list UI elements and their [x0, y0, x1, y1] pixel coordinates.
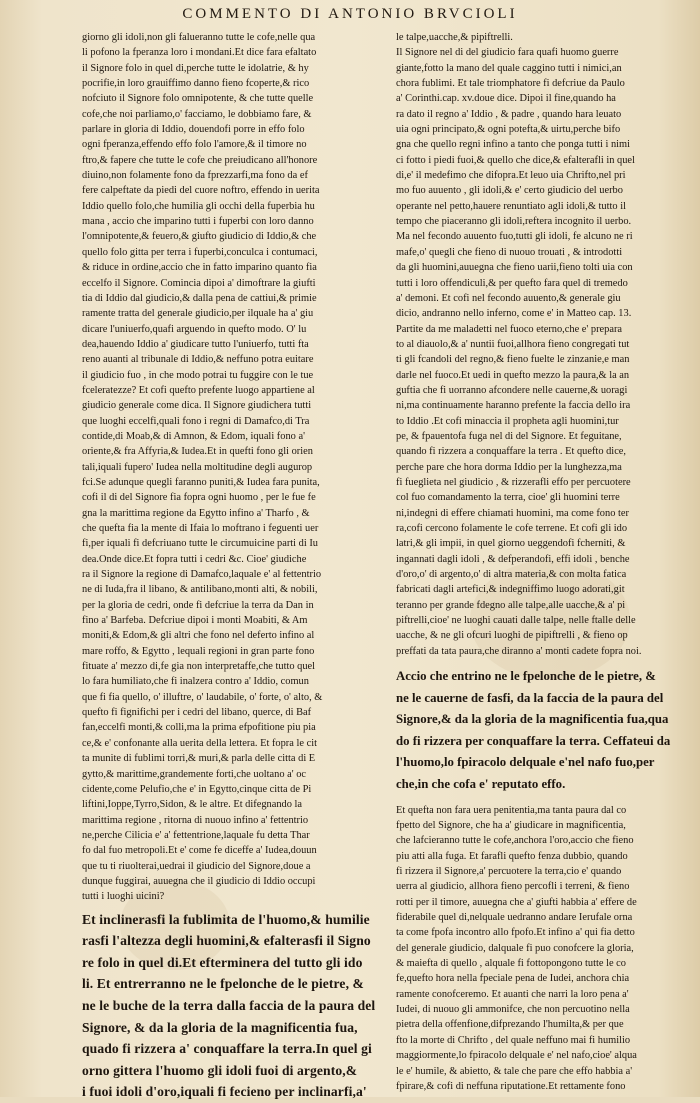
text-line: l'omnipotente,& feuero,& giufto giudicio di Iddio,& che: [82, 231, 317, 243]
text-line: re folo in quel di.Et efterminera del tutto gli ido: [82, 954, 363, 970]
text-line: ne,perche Cilicia e' a' fettentrione,laquale fu detta Thar: [82, 829, 310, 841]
text-line: fituate a' mezzo di,fe gia non interpretaffe,che tutto quel: [82, 661, 316, 673]
text-line: cofe,che noi parliamo,o' facciamo, le dobbiamo fare, &: [82, 108, 312, 120]
text-line: tutti i loro offendiculi,& per quefto fara quel di tremedo: [396, 277, 628, 289]
text-line: le e' humile, & abietto, & tale che pare che effo habbia a': [396, 1065, 633, 1077]
text-line: & maiefta di quello , alquale fi fottopongono tutte le co: [396, 958, 626, 970]
text-line: mare roffo, & Egytto , lequali regioni in gran parte fono: [82, 645, 315, 657]
scripture-lemma: [396, 666, 688, 796]
text-line: fto la morte di Chrifto , del quale neffuno mai fi humilio: [396, 1034, 631, 1046]
text-line: to Iddio .Et cofi minaccia il propheta agli huomini,tur: [396, 415, 619, 427]
text-line: teranno per grande fdegno alle talpe,alle uacche,& a' pi: [396, 599, 626, 611]
text-line: quado fi rizzera a' conquaffare la terra.In quel gi: [82, 1041, 372, 1057]
text-line: mana , accio che imparino tutti i fuperbi con loro danno: [82, 216, 314, 228]
text-line: fi,per iquali fi defcriuano tutte le circumuicine parti di Iu: [82, 538, 319, 550]
text-line: piftrelli,cioe' ne luoghi cauati dalle talpe, nelle ftalle delle: [396, 615, 636, 627]
text-line: preffati da tata paura,che diranno a' monti cadete fopra noi.: [396, 645, 642, 657]
text-line: i fuoi idoli d'oro,iquali fi fecieno per inclinarfi,a': [82, 1084, 367, 1100]
text-line: contide,di Moab,& di Amnon, & Edom, iquali fono a': [82, 430, 305, 442]
text-line: ne di Iuda,fra il libano, & antilibano,monti alti, & nobili,: [82, 584, 318, 596]
text-line: perche pare che hora dorma Iddio per la lunghezza,ma: [396, 461, 622, 473]
text-line: piu atti alla fuga. Et farafli quefto fenza dubbio, quando: [396, 850, 628, 862]
text-line: tia di Iddio dal giudicio,& dalla pena de cattiui,& primie: [82, 292, 317, 304]
text-line: cidente,come Pelufio,che e' in Egytto,cinque citta de Pi: [82, 783, 312, 795]
text-line: da gli huomini,auuegna che fieno uarii,fieno tolti uia con: [396, 262, 633, 274]
text-line: ra il Signore la regione di Damafco,laquale e' al fettentrio: [82, 569, 322, 581]
text-line: l'huomo,lo fpiracolo delquale e'nel nafo fuo,per: [396, 755, 655, 770]
commentary-text: [82, 30, 382, 905]
text-line: fe,quefto hora nella fpeciale pena de Iudei, anchora chia: [396, 973, 630, 985]
text-line: il Signore folo in quel di,perche tutte le idolatrie, & hy: [82, 62, 309, 74]
text-line: fere calpeftate da piedi del cuore noftro, effendo in uerita: [82, 185, 320, 197]
text-line: giorno gli idoli,non gli falueranno tutte le cofe,nelle qua: [82, 32, 316, 43]
text-line: ogni fperanza,effendo effo folo l'amore,& il timore no: [82, 139, 307, 151]
text-line: & riduce in ordine,accio che in fatto imparino quanto fia: [82, 262, 317, 274]
text-line: operante nel petto,hauere renuntiato agli idoli,& tutto il: [396, 200, 626, 212]
text-line: quando fi rizzera a conquaffare la terra . Et quefto dice,: [396, 446, 627, 458]
text-line: ramente conofceremo. Et auanti che narri la loro pena a': [396, 988, 629, 1000]
text-line: Accio che entrino ne le fpelonche de le pietre, &: [396, 669, 656, 684]
text-line: fo dal fuo metropoli.Et e' come fe diceffe a' Iudea,douun: [82, 845, 317, 857]
text-line: ta come fpofa incontro allo fpofo.Et infino a' qui fia detto: [396, 927, 635, 939]
text-line: que fi fia quello, o' illuftre, o' laudabile, o' forte, o' alto, &: [82, 691, 323, 703]
text-line: d'oro,o' di argento,o' di altra materia,& con molta fatica: [396, 569, 627, 581]
text-line: che lafcieranno tutte le cofe,anchora l'oro,accio che fieno: [396, 835, 634, 847]
text-line: rotti per il timore, auuegna che a' giufti habbia a' effere de: [396, 896, 637, 908]
text-line: marittima regione , ritorna di nuouo infino a' fettentrio: [82, 814, 309, 826]
text-line: rasfi l'altezza degli huomini,& efalterasfi il Signo: [82, 933, 371, 949]
text-line: fabricati dagli artefici,& indegniffimo luogo adorati,git: [396, 584, 625, 596]
spacer: [396, 659, 688, 666]
text-line: fi fueglieta nel giudicio , & rizzerafli effo per percuotere: [396, 476, 631, 488]
text-line: che quefta fia la mente di Ifaia lo moftrano i feguenti uer: [82, 523, 319, 534]
text-line: gna che quello regni infino a tanto che ponga tutti i nimi: [396, 139, 631, 151]
text-line: ne le cauerne de fasfi, da la faccia de la paura del: [396, 690, 664, 705]
text-line: ni,ma continuamente haranno prefente la faccia dello ira: [396, 400, 631, 412]
text-line: a' Corinthi.cap. xv.doue dice. Dipoi il fine,quando ha: [396, 93, 616, 105]
text-line: li pofono la fperanza loro i mondani.Et dice fara efaltato: [82, 47, 317, 59]
text-line: dea.Onde dice.Et fopra tutti i cedri &c. Cioe' giudiche: [82, 553, 307, 565]
text-line: giudicio generale come dica. Il Signore giudichera tutti: [82, 400, 312, 412]
text-line: uia ogni principato,& ogni potefta,& uirtu,perche bifo: [396, 124, 621, 136]
text-line: fceleratezze? Et cofi quefto prefente luogo appartiene al: [82, 384, 315, 396]
text-line: lo fara humiliato,che fi inalzera contro a' Iddio, comun: [82, 676, 309, 688]
text-line: ramente tratta del generale giudicio,per ilquale ha a' giu: [82, 308, 314, 320]
text-line: dicio, andranno nello inferno, come e' in Matteo cap. 13.: [396, 308, 632, 320]
text-line: mafe,o' quegli che fieno di nuouo trouati , & introdotti: [396, 246, 623, 258]
text-line: ftro,& fapere che tutte le cofe che preiudicano all'honore: [82, 154, 318, 166]
text-line: Signore,& da la gloria de la magnificentia fua,qua: [396, 712, 669, 727]
text-line: dicare l'uniuerfo,quafi arguendo in quefto modo. O' lu: [82, 323, 307, 335]
text-line: di,e' il medefimo che difopra.Et leuo uia Chrifto,nel pri: [396, 170, 626, 182]
text-line: giante,fotto la mano del quale caggino tutti i nimici,an: [396, 62, 622, 74]
text-line: col fuo comandamento la terra, cioe' gli huomini terre: [396, 492, 620, 504]
text-line: Et inclinerasfi la fublimita de l'huomo,& humilie: [82, 911, 370, 927]
text-line: nofciuto il Signore folo omnipotente, & che tutte quelle: [82, 93, 314, 105]
text-line: quefto fi fignifichi per i cedri del libano, querce, di Baf: [82, 707, 312, 719]
text-line: Et quefta non fara uera penitentia,ma tanta paura dal co: [396, 804, 627, 816]
text-line: pocrifie,in loro grauiffimo danno fieno fcoperte,& rico: [82, 78, 310, 90]
text-line: orno gittera l'huomo gli idoli fuoi di argento,&: [82, 1062, 358, 1078]
text-line: moniti,& Edom,& gli altri che fono nel deferto infino al: [82, 630, 315, 642]
text-line: fi rizzera il Signore,a' percuotere la terra,cio e' quando: [396, 866, 622, 878]
text-line: il giudicio fuo , in che modo potrai tu fuggire con le tue: [82, 369, 314, 381]
text-line: gna la marittima regione da Egytto infino a' Tharfo , &: [82, 507, 310, 519]
commentary-text: [396, 30, 688, 659]
text-line: ingannati dagli idoli , & defperandofi, effi idoli , benche: [396, 553, 630, 565]
text-line: a' demoni. Et cofi nel fecondo auuento,& generale giu: [396, 292, 621, 304]
text-line: ci fotto i piedi fuoi,& quello che dice,& efalterafli in quel: [396, 154, 635, 166]
text-line: darle nel fuoco.Et uedi in quefto mezzo la paura,& la an: [396, 369, 630, 381]
commentary-text: [396, 803, 688, 1095]
text-line: maggiormente,lo fpiracolo delquale e' nel nafo,cioe' alqua: [396, 1050, 637, 1062]
text-line: Il Signore nel di del giudicio fara quafi huomo guerre: [396, 47, 619, 59]
text-line: latri,& gli impii, in quel giorno ueggendofi fcherniti, &: [396, 538, 626, 550]
text-line: cofi il di del Signore fia fopra ogni huomo , per le fue fe: [82, 492, 316, 504]
text-line: Partite da me maladetti nel fuoco eterno,che e' prepara: [396, 323, 623, 335]
text-line: tali,iquali fupero' Iudea nella moltitudine degli augurop: [82, 461, 313, 473]
text-line: tempo che piaceranno gli idoli,reftera incognito il uerbo.: [396, 216, 632, 228]
text-line: uerra al giudicio, allhora fieno percofli i terreni, & fieno: [396, 881, 630, 893]
text-line: quello folo gitta per terra i fuperbi,conculca i contumaci,: [82, 246, 318, 258]
text-line: dea,hauendo Iddio a' giudicare tutto l'uniuerfo, tutti fta: [82, 338, 309, 350]
text-line: per la gloria de cedri, onde fi defcriue la terra da Dan in: [82, 599, 314, 611]
text-line: parlare in gloria di Iddio, douendofi porre in effo folo: [82, 124, 305, 136]
text-line: dunque fuggirai, auuegna che il giudicio di Iddio occupi: [82, 875, 316, 887]
text-line: Signore, & da la gloria de la magnificentia fua,: [82, 1019, 358, 1035]
text-line: guftia che fi uorranno afcondere nelle cauerne,& uoragi: [396, 384, 628, 396]
text-line: ra,cofi cercono folamente le cofe terrene. Et cofi gli ido: [396, 523, 628, 534]
text-line: ce,& e' confonante alla uerita della lettera. Et fopra le cit: [82, 737, 317, 749]
text-line: fpetto del Signore, che ha a' giudicare in magnificentia,: [396, 820, 626, 831]
text-line: fiderabile quel di,nelquale uedranno andare Ierufale orna: [396, 912, 633, 924]
text-line: chora fublimi. Et tale triomphatore fi defcriue da Paulo: [396, 78, 625, 90]
text-line: do fi rizzera per conquaffare la terra. Ceffateui da: [396, 733, 671, 748]
text-line: gytto,& marittime,grandemente forti,che uoltano a' oc: [82, 768, 307, 780]
text-line: Ma nel fecondo auuento fuo,tutti gli idoli, fe alcuno ne ri: [396, 231, 633, 243]
text-line: fan,eccelfi monti,& colli,ma la prima efpofitione piu pia: [82, 722, 316, 734]
text-line: del generale giudicio, dalquale fi puo conofcere la gloria,: [396, 942, 634, 954]
text-line: mo fuo auuento , gli idoli,& e' certo giudicio del uerbo: [396, 185, 623, 197]
text-line: pietra della offenfione,difprezando l'humilta,& per que: [396, 1019, 624, 1031]
text-line: tutti i luoghi uicini?: [82, 891, 165, 903]
text-line: le talpe,uacche,& pipiftrelli.: [396, 32, 513, 43]
text-line: uacche, & ne gli ofcuri luoghi de pipiftrelli , & fieno op: [396, 630, 628, 642]
text-line: Iddio quello folo,che humilia gli occhi della fuperbia hu: [82, 200, 315, 212]
scripture-lemma: [82, 909, 382, 1103]
text-line: pe, & fpauentofa fuga nel di del Signore. Et feguitane,: [396, 430, 622, 442]
text-line: fpirare,& cofi di neffuna riputatione.Et rettamente fono: [396, 1080, 626, 1092]
text-line: ta munite di fublimi torri,& muri,& parla delle citta di E: [82, 753, 316, 765]
text-line: li. Et entrerranno ne le fpelonche de le pietre, &: [82, 976, 364, 992]
text-line: liftini,Ioppe,Tyrro,Sidon, & le altre. Et difegnando la: [82, 799, 303, 811]
running-head: COMMENTO DI ANTONIO BRVCIOLI: [182, 6, 518, 22]
text-line: che,in che cofa e' reputato effo.: [396, 777, 566, 792]
text-line: ti gli fcandoli del regno,& fieno fuelte le zinzanie,e man: [396, 354, 630, 366]
text-line: oriente,& fra Affyria,& Iudea.Et in quefti fono gli orien: [82, 446, 313, 458]
text-line: Iudei, di nuouo gli ammonifce, che non percuotino nella: [396, 1004, 630, 1016]
text-line: reno auanti al tribunale di Iddio,& neffuno potra euitare: [82, 354, 314, 366]
spacer: [396, 796, 688, 803]
text-line: fci.Se adunque quegli faranno puniti,& Iudea fara punita,: [82, 476, 320, 488]
text-line: ni,indegni di effere chiamati huomini, ma come fono ter: [396, 507, 629, 519]
right-column: [396, 30, 688, 1092]
text-line: eccelfo il Signore. Comincia dipoi a' dimoftrare la giufti: [82, 277, 316, 289]
text-line: fino a' Barfeba. Defcriue dipoi i monti Moabiti, & Am: [82, 615, 308, 627]
text-line: ra dato il regno a' Iddio , & padre , quando hara leuato: [396, 108, 622, 120]
left-column: [82, 30, 382, 1100]
text-line: to al diauolo,& a' nuntii fuoi,allhora fieno congregati tut: [396, 338, 630, 350]
text-line: diuino,non folamente fono da fprezzarfi,ma fono da ef: [82, 170, 308, 182]
text-line: ne le buche de la terra dalla faccia de la paura del: [82, 997, 376, 1013]
text-line: que luoghi eccelfi,quali fono i regni di Damafco,di Tra: [82, 415, 310, 427]
text-line: que tu ti riuolterai,uedrai il giudicio del Signore,doue a: [82, 860, 311, 872]
